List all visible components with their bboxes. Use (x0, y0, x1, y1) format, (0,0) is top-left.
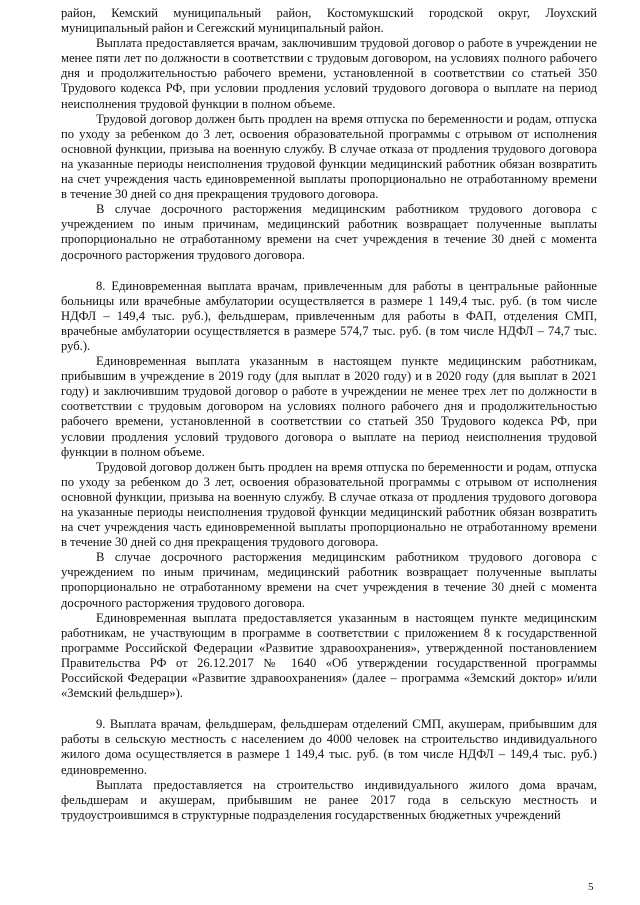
paragraph-item-8: 8. Единовременная выплата врачам, привлеченным для работы в центральные районные больницы или врачебные амбулатории осуществляется в размере 1 149,4 тыс. руб. (в том числе НДФЛ – 149,4 тыс. руб.), фельдшерам, привлеченным для работы в ФАП, отделения СМП, врачебные амбулатории осуществляется в размере 574,7 тыс. руб. (в том числе НДФЛ – 74,7 тыс. руб.). (61, 278, 597, 353)
paragraph-contract-extension: Трудовой договор должен быть продлен на время отпуска по беременности и родам, отпуска по уходу за ребенком до 3 лет, освоения образовательной программы с отрывом от исполнения основной функции, призыва на военную службу. В случае отказа от продления трудового договора на указанные периоды неисполнения трудовой функции медицинский работник обязан возвратить на счет учреждения часть единовременной выплаты пропорционально не отработанному времени в течение 30 дней со дня прекращения трудового договора. (61, 111, 597, 202)
paragraph-item-8-early-termination: В случае досрочного расторжения медицинским работником трудового договора с учреждением по иным причинам, медицинский работник возвращает полученные выплаты пропорционально не отработанному времени на счет учреждения в течение 30 дней с момента досрочного расторжения трудового договора. (61, 550, 597, 610)
paragraph-item-8-conditions: Единовременная выплата указанным в настоящем пункте медицинским работникам, прибывшим в учреждение в 2019 году (для выплат в 2020 году) и в 2020 году (для выплат в 2021 году) и заключившим трудовой договор о работе в учреждении не менее трех лет по должности в соответствии с трудовым договором на условиях полного рабочего дня и продолжительностью рабочего времени, установленной в соответствии со статьей 350 Трудового кодекса РФ, при условии продления условий трудового договора о выплате на период неисполнения трудовой функции в полном объеме. (61, 354, 597, 459)
paragraph-item-9-conditions: Выплата предоставляется на строительство индивидуального жилого дома врачам, фельдшерам и акушерам, прибывшим не ранее 2017 года в сельскую местность и трудоустроившимся в структурные подразделения государственных бюджетных учреждений (61, 777, 597, 822)
paragraph-item-8-program-note: Единовременная выплата предоставляется указанным в настоящем пункте медицинским работникам, не участвующим в программе в соответствии с приложением 8 к государственной программе Российской Федерации «Развитие здравоохранения», утвержденной постановлением Правительства РФ от 26.12.2017 № 1640 «Об утверждении государственной программы Российской Федерации «Развитие здравоохранения» (далее – программа «Земский доктор» и/или «Земский фельдшер»). (61, 610, 597, 701)
page-number: 5 (588, 881, 594, 893)
paragraph-item-8-contract-extension: Трудовой договор должен быть продлен на время отпуска по беременности и родам, отпуска по уходу за ребенком до 3 лет, освоения образовательной программы с отрывом от исполнения основной функции, призыва на военную службу. В случае отказа от продления трудового договора на указанные периоды неисполнения трудовой функции медицинский работник обязан возвратить на счет учреждения часть единовременной выплаты пропорционально не отработанному времени в течение 30 дней со дня прекращения трудового договора. (61, 459, 597, 550)
document-body (61, 6, 597, 823)
paragraph-doctor-conditions: Выплата предоставляется врачам, заключившим трудовой договор о работе в учреждении не менее пяти лет по должности в соответствии с трудовым договором, на условиях полного рабочего дня и продолжительностью рабочего времени, установленной в соответствии со статьей 350 Трудового кодекса РФ, при условии продления условий трудового договора о выплате на период неисполнения трудовой функции в полном объеме. (61, 36, 597, 111)
paragraph-district-list: район, Кемский муниципальный район, Костомукшский городской округ, Лоухский муниципальный район и Сегежский муниципальный район. (61, 6, 597, 36)
paragraph-item-9: 9. Выплата врачам, фельдшерам, фельдшерам отделений СМП, акушерам, прибывшим для работы в сельскую местность с населением до 4000 человек на строительство индивидуального жилого дома осуществляется в размере 1 149,4 тыс. руб. (в том числе НДФЛ – 149,4 тыс. руб.) единовременно. (61, 717, 597, 777)
paragraph-early-termination: В случае досрочного расторжения медицинским работником трудового договора с учреждением по иным причинам, медицинский работник возвращает полученные выплаты пропорционально не отработанному времени на счет учреждения в течение 30 дней с момента досрочного расторжения трудового договора. (61, 202, 597, 262)
